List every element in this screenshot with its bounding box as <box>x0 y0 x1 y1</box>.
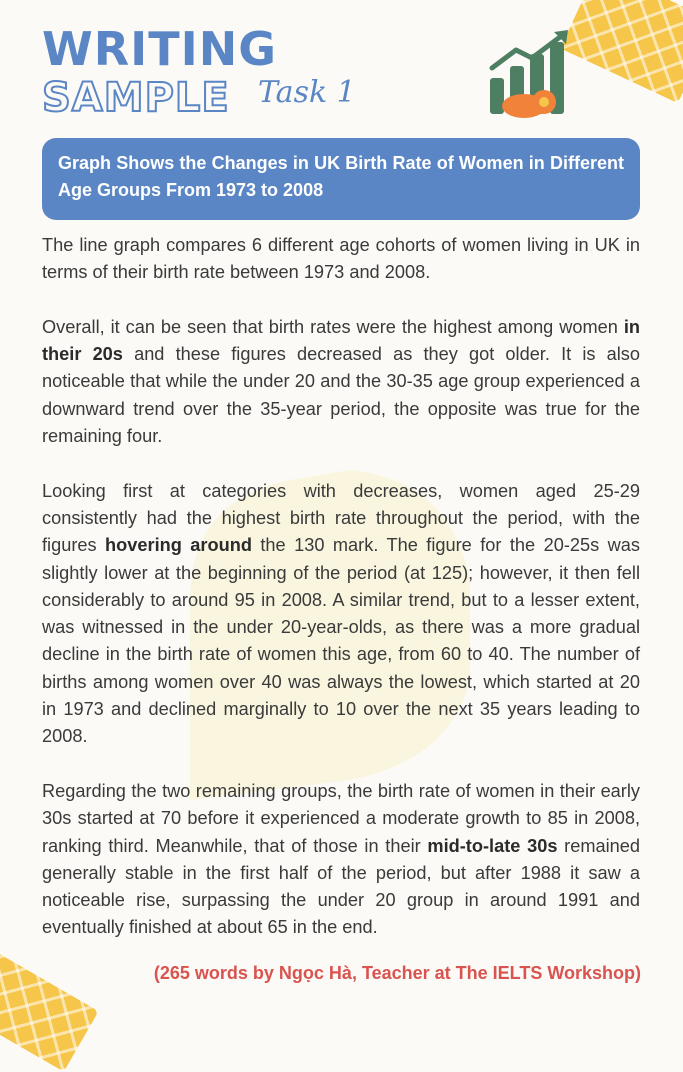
paragraph-text: Looking first at categories with decreases, women aged 25-29 consistently had the highest birth rate throughout the period, with the figures <box>42 480 640 556</box>
author-signature: (265 words by Ngọc Hà, Teacher at The IELTS Workshop) <box>153 963 641 983</box>
paragraph-text: Regarding the two remaining groups, the birth rate of women in their early 30s started at 70 before it experienced a moderate growth to 85 in 2008, ranking third. Meanwhile, that of those in their <box>42 780 640 856</box>
highlight-phrase: in their 20s <box>42 316 640 365</box>
growth-chart-icon <box>484 28 580 120</box>
paragraph-body-1 <box>42 478 640 751</box>
paragraph-text: and these figures decreased as they got older. It is also noticeable that while the under 20 and the 30-35 age group experienced a downward trend over the 35-year period, the opposite was true for the remaining four. <box>42 344 640 447</box>
paragraph-overview <box>42 314 640 450</box>
title-box: Graph Shows the Changes in UK Birth Rate of Women in Different Age Groups From 1973 to 2008 <box>42 138 640 220</box>
paragraph-introduction <box>42 232 640 287</box>
essay-body <box>42 232 640 969</box>
paragraph-body-2 <box>42 778 640 942</box>
heading-task: Task 1 <box>258 75 356 110</box>
heading-sample: SAMPLE <box>42 75 230 121</box>
paragraph-text: remained generally stable in the first half of the period, but after 1988 it saw a noticeable rise, surpassing the under 20 group in around 1991 and eventually finished at about 65 in the end. <box>42 835 640 938</box>
paragraph-text: The line graph compares 6 different age cohorts of women living in UK in terms of their birth rate between 1973 and 2008. <box>42 235 640 283</box>
paragraph-text: the 130 mark. The figure for the 20-25s was slightly lower at the beginning of the period (at 125); however, it then fell considerably to around 95 in 2008. A similar trend, but to a lesser extent, was witnessed in the under 20-year-olds, as there was a more gradual decline in the birth rate of women this age, from 60 to 40. The number of births among women over 40 was always the lowest, which started at 20 in 1973 and declined marginally to 10 over the next 35 years leading to 2008. <box>42 535 641 747</box>
highlight-phrase: mid-to-late 30s <box>427 835 558 856</box>
heading-writing: WRITING <box>42 22 278 76</box>
paragraph-text: Overall, it can be seen that birth rates were the highest among women <box>42 316 624 337</box>
highlight-phrase: hovering around <box>105 535 252 556</box>
